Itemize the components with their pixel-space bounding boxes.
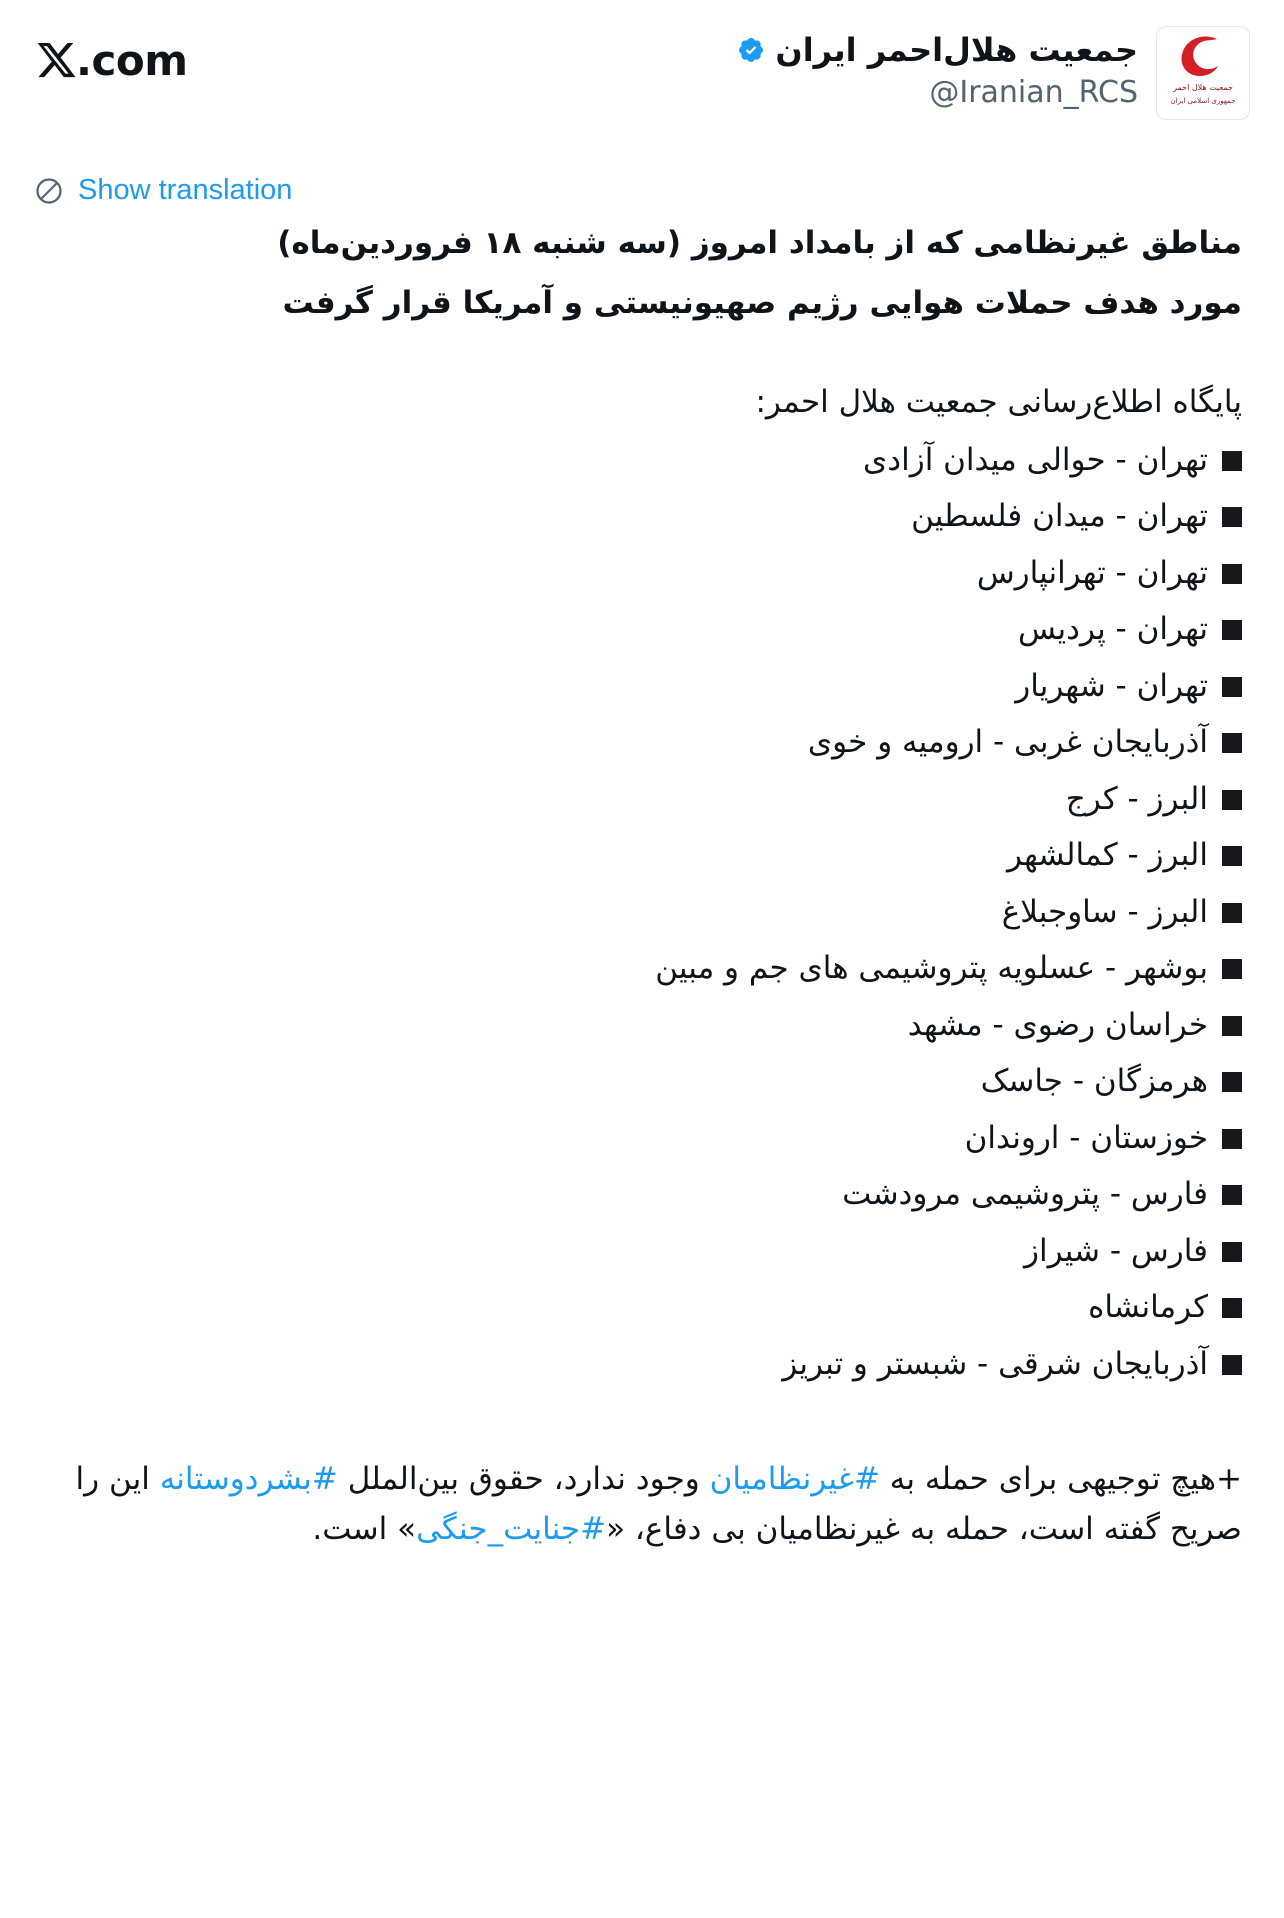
list-item-label: تهران - پردیس (1018, 611, 1208, 648)
closing-text-2: وجود ندارد، حقوق بین‌الملل (337, 1461, 710, 1498)
square-bullet-icon (1222, 1355, 1242, 1375)
show-translation-label[interactable]: Show translation (78, 174, 293, 206)
list-item (34, 1223, 1250, 1280)
closing-paragraph (34, 1454, 1250, 1554)
affected-areas-list (34, 432, 1250, 1393)
list-item (34, 884, 1250, 941)
list-item (34, 432, 1250, 489)
list-item (34, 714, 1250, 771)
list-item-label: تهران - حوالی میدان آزادی (863, 441, 1208, 478)
display-name: جمعیت هلال‌احمر ایران (775, 31, 1138, 69)
square-bullet-icon (1222, 620, 1242, 640)
list-item (34, 1053, 1250, 1110)
square-bullet-icon (1222, 959, 1242, 979)
tweet-header (34, 22, 1250, 120)
list-item-label: فارس - شیراز (1024, 1232, 1208, 1269)
list-item (34, 601, 1250, 658)
square-bullet-icon (1222, 1298, 1242, 1318)
list-item-label: بوشهر - عسلویه پتروشیمی های جم و مبین (655, 950, 1208, 987)
hashtag-link[interactable]: #غیرنظامیان (709, 1461, 880, 1498)
square-bullet-icon (1222, 507, 1242, 527)
list-item-label: کرمانشاه (1088, 1289, 1208, 1326)
list-item-label: خراسان رضوی - مشهد (907, 1006, 1208, 1043)
list-item-label: آذربایجان غربی - ارومیه و خوی (807, 724, 1208, 761)
closing-text-1: +هیچ توجیهی برای حمله به (879, 1461, 1242, 1498)
list-item-label: تهران - شهریار (1015, 667, 1208, 704)
list-item (34, 1336, 1250, 1393)
square-bullet-icon (1222, 564, 1242, 584)
square-bullet-icon (1222, 1016, 1242, 1036)
closing-text-3: این را صریح گفته است، حمله به غیرنظامیان بی دفاع، « (75, 1461, 1242, 1548)
avatar[interactable] (1156, 26, 1250, 120)
list-item-label: البرز - ساوجبلاغ (1001, 893, 1208, 930)
x-logo-icon (36, 41, 76, 81)
square-bullet-icon (1222, 1185, 1242, 1205)
account-names (737, 26, 1138, 112)
square-bullet-icon (1222, 903, 1242, 923)
list-item (34, 997, 1250, 1054)
account-handle[interactable]: @Iranian_RCS (929, 75, 1138, 110)
list-item-label: خوزستان - اروندان (964, 1119, 1208, 1156)
tweet-content (34, 219, 1250, 1555)
list-item (34, 1110, 1250, 1167)
tweet-title-line-2: مورد هدف حملات هوایی رژیم صهیونیستی و آمریکا قرار گرفت (282, 285, 1242, 322)
list-item (34, 658, 1250, 715)
square-bullet-icon (1222, 733, 1242, 753)
square-bullet-icon (1222, 846, 1242, 866)
list-item-label: البرز - کمالشهر (1006, 837, 1208, 874)
list-item (34, 545, 1250, 602)
list-item-label: آذربایجان شرقی - شبستر و تبریز (782, 1345, 1208, 1382)
avatar-caption-top: جمعیت هلال احمر (1173, 83, 1233, 92)
brand-suffix: .com (76, 36, 188, 85)
hashtag-link[interactable]: #جنایت_جنگی (416, 1511, 607, 1548)
square-bullet-icon (1222, 790, 1242, 810)
title-body-spacer (34, 327, 1250, 379)
red-crescent-icon (1176, 35, 1230, 77)
verified-badge-icon (737, 36, 765, 64)
source-intro: پایگاه اطلاع‌رسانی جمعیت هلال احمر: (755, 384, 1242, 421)
list-item (34, 940, 1250, 997)
list-item-label: فارس - پتروشیمی مرودشت (842, 1176, 1208, 1213)
square-bullet-icon (1222, 677, 1242, 697)
list-item-label: هرمزگان - جاسک (980, 1063, 1208, 1100)
list-item-label: البرز - کرج (1065, 780, 1208, 817)
display-name-row (737, 30, 1138, 70)
list-item (34, 488, 1250, 545)
closing-text-4: » است. (312, 1511, 417, 1548)
show-translation-row[interactable] (34, 174, 1250, 207)
tweet-title-line-1: مناطق غیرنظامی که از بامداد امروز (سه شنبه ۱۸ فروردین‌ماه) (277, 225, 1242, 261)
avatar-caption-bottom: جمهوری اسلامی ایران (1170, 97, 1236, 105)
list-item (34, 827, 1250, 884)
list-item (34, 1279, 1250, 1336)
square-bullet-icon (1222, 1242, 1242, 1262)
square-bullet-icon (1222, 1072, 1242, 1092)
list-item-label: تهران - تهرانپارس (976, 554, 1208, 591)
hashtag-link[interactable]: #بشردوستانه (159, 1461, 338, 1498)
list-item (34, 771, 1250, 828)
square-bullet-icon (1222, 1129, 1242, 1149)
square-bullet-icon (1222, 451, 1242, 471)
list-item-label: تهران - میدان فلسطین (911, 498, 1208, 535)
list-item (34, 1166, 1250, 1223)
x-com-brand (34, 26, 187, 85)
account-block[interactable] (737, 26, 1250, 120)
translate-icon (34, 176, 64, 206)
